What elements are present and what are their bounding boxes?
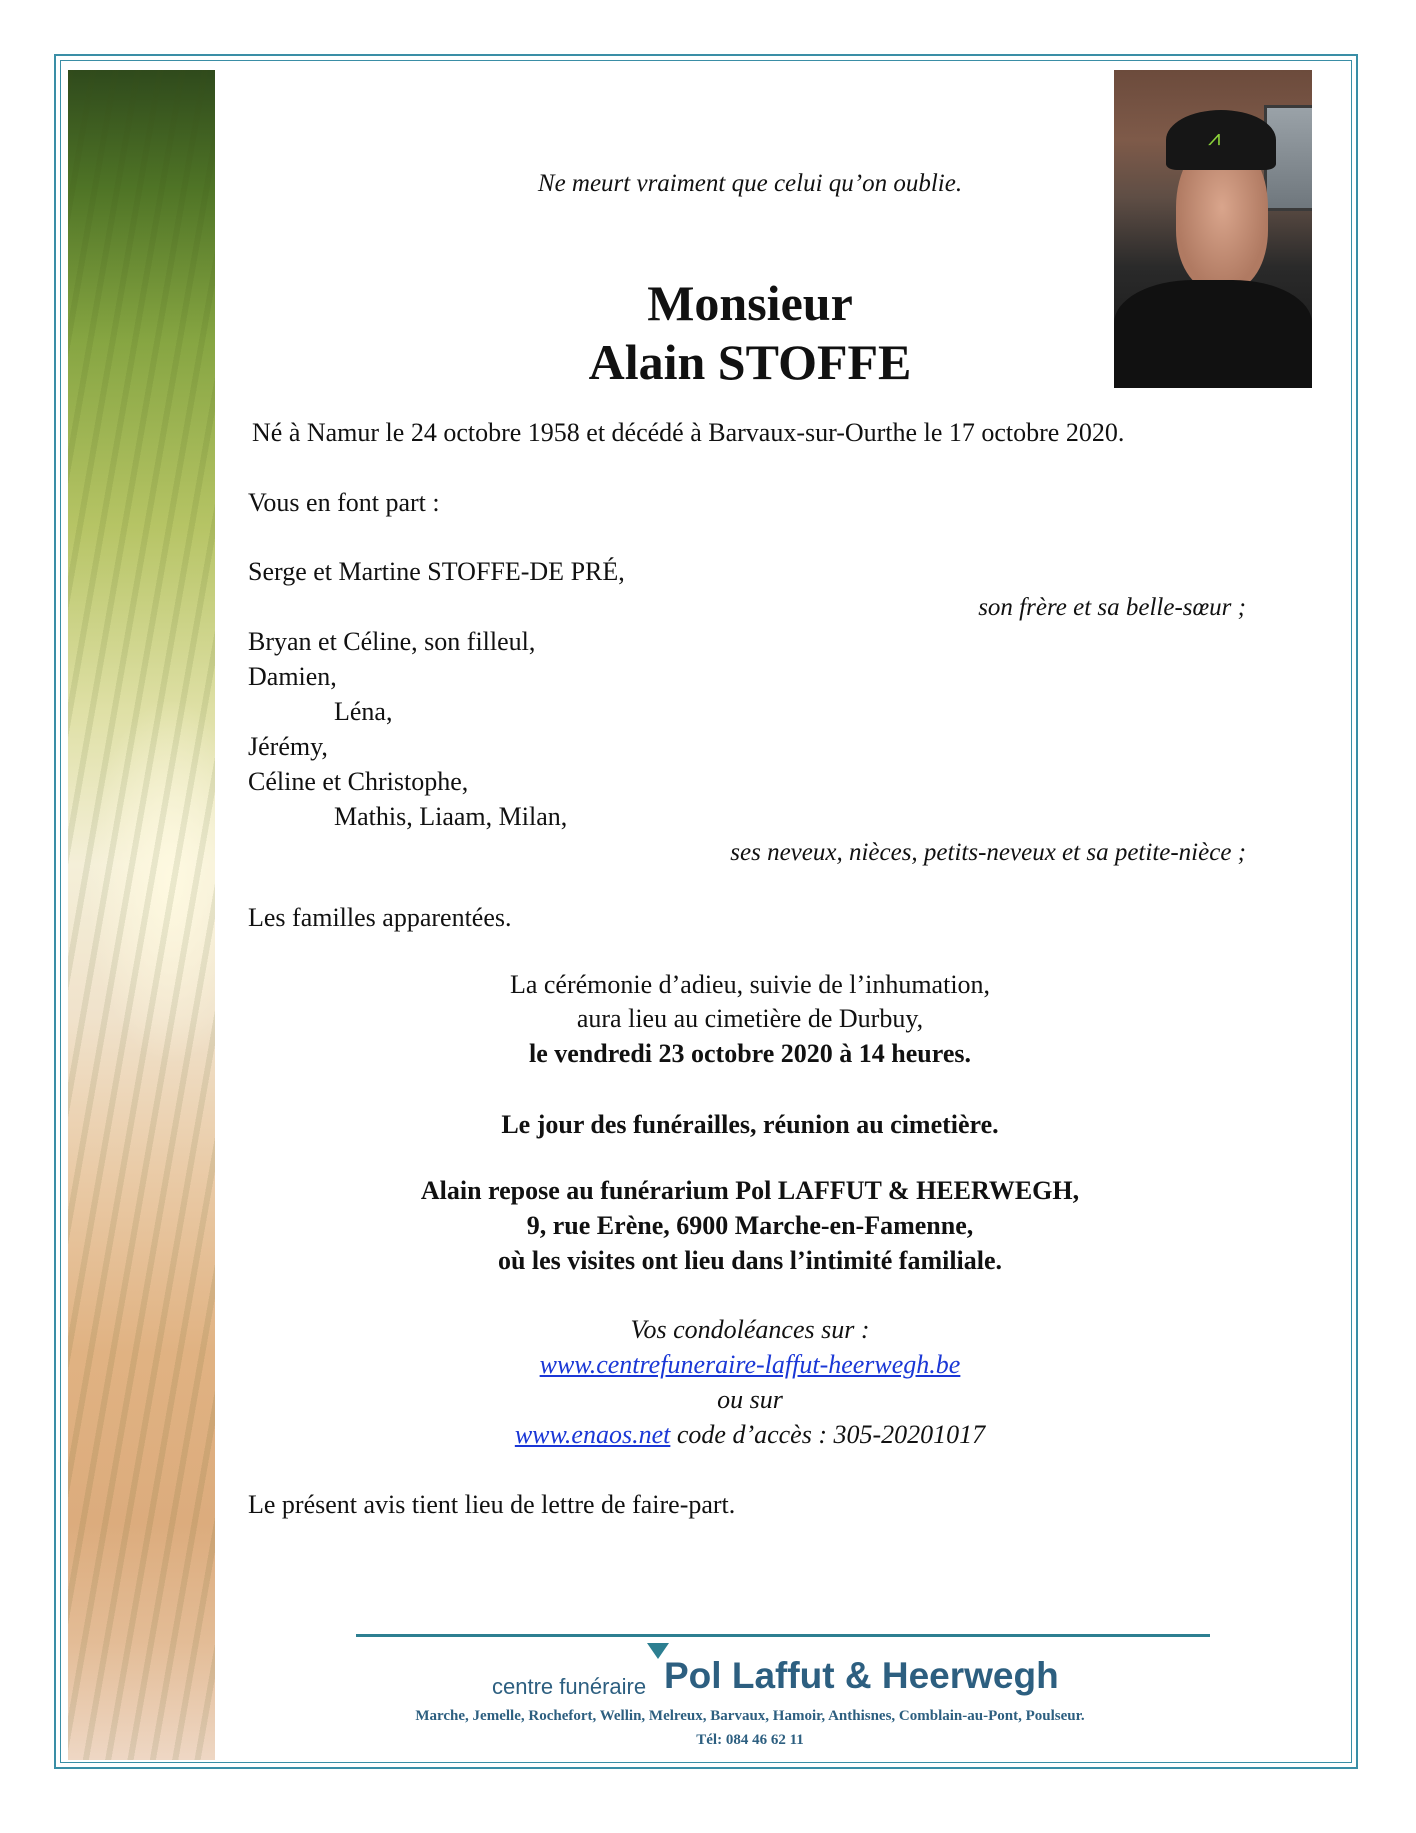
condolences-link-2[interactable]: www.enaos.net	[514, 1420, 671, 1449]
family-member: Céline et Christophe,	[248, 767, 469, 796]
family-member: Léna,	[334, 697, 393, 726]
intro: Vous en font part :	[248, 488, 440, 517]
title-monsieur: Monsieur	[647, 275, 853, 331]
footer-divider	[356, 1634, 1210, 1637]
title-name: Alain STOFFE	[588, 334, 912, 390]
family-member: Damien,	[248, 662, 337, 691]
family-member: Jérémy,	[248, 732, 328, 761]
ceremony-date: le vendredi 23 octobre 2020 à 14 heures.	[529, 1039, 971, 1068]
meeting-note: Le jour des funérailles, réunion au cimetière.	[501, 1110, 999, 1139]
access-code: code d’accès : 305-20201017	[670, 1420, 986, 1449]
family-member: Mathis, Liaam, Milan,	[334, 802, 568, 831]
family-member: Bryan et Céline, son filleul,	[248, 627, 536, 656]
condolences-link-1[interactable]: www.centrefuneraire-laffut-heerwegh.be	[539, 1350, 961, 1379]
birth-death: Né à Namur le 24 octobre 1958 et décédé à Barvaux-sur-Ourthe le 17 octobre 2020.	[252, 418, 1125, 447]
related-families: Les familles apparentées.	[248, 903, 512, 932]
brand-prefix: centre funéraire	[492, 1674, 647, 1699]
family-siblings: Serge et Martine STOFFE-DE PRÉ,	[248, 557, 625, 586]
rest-line-3: où les visites ont lieu dans l’intimité familiale.	[497, 1246, 1003, 1275]
ceremony-line-2: aura lieu au cimetière de Durbuy,	[576, 1004, 924, 1033]
cap-logo-icon: ⩘	[1208, 126, 1221, 151]
condolences-or: ou sur	[717, 1385, 783, 1414]
photo-cap	[1166, 110, 1276, 170]
footer-towns: Marche, Jemelle, Rochefort, Wellin, Melreux, Barvaux, Hamoir, Anthisnes, Comblain-au-Pont, Poulseur.	[415, 1708, 1085, 1724]
quote: Ne meurt vraiment que celui qu’on oublie.	[537, 170, 963, 197]
siblings-relation: son frère et sa belle-sœur ;	[978, 594, 1246, 621]
nephews-relation: ses neveux, nièces, petits-neveux et sa petite-nièce ;	[730, 839, 1246, 866]
brand-name: Pol Laffut & Heerwegh	[664, 1655, 1059, 1696]
condolences-link-1-line	[250, 1350, 1250, 1380]
rest-line-2: 9, rue Erène, 6900 Marche-en-Famenne,	[526, 1211, 974, 1240]
closing-note: Le présent avis tient lieu de lettre de faire-part.	[248, 1490, 736, 1519]
condolences-link-2-line	[250, 1420, 1250, 1450]
ceremony-line-1: La cérémonie d’adieu, suivie de l’inhumation,	[509, 970, 991, 999]
forest-path-image	[68, 70, 215, 1760]
footer-tel: Tél: 084 46 62 11	[696, 1732, 804, 1748]
rest-line-1: Alain repose au funérarium Pol LAFFUT & HEERWEGH,	[420, 1176, 1080, 1205]
condolences-label: Vos condoléances sur :	[630, 1315, 870, 1344]
